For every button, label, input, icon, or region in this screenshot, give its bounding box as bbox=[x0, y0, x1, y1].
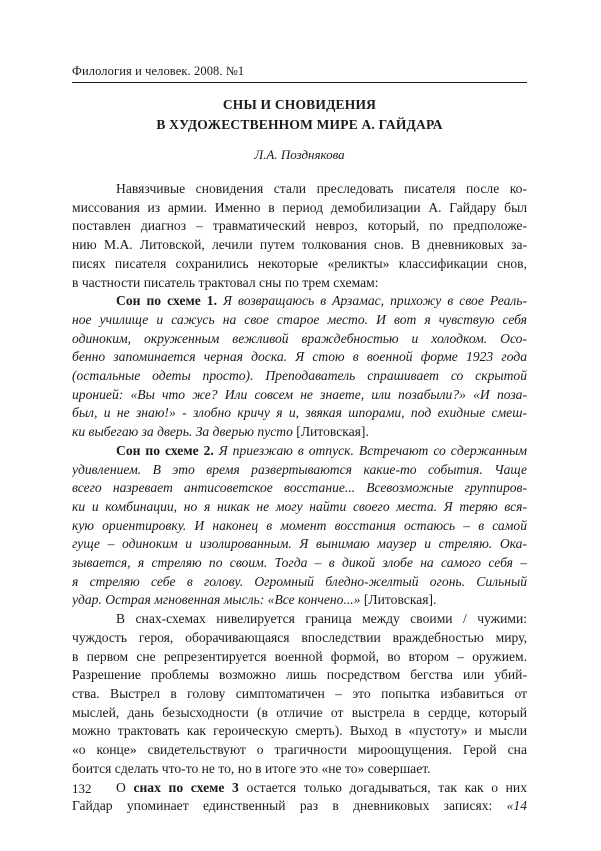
paragraph-dream-1 bbox=[72, 292, 527, 442]
article-body bbox=[72, 180, 527, 816]
dream-1-heading: Сон по схеме 1. bbox=[116, 293, 218, 309]
text-line: «о конце» свидетельствуют о трагичности мироощущения. Герой сна bbox=[72, 742, 527, 758]
citation: [Литовская]. bbox=[360, 592, 437, 608]
text-line: бенно запоминается черная доска. Я стою в военной форме 1923 года bbox=[72, 349, 527, 365]
text-line: одиноким, окруженным вежливой враждебностью и холодком. Осо- bbox=[72, 330, 527, 346]
text-line: нию М.А. Литовской, лечили путем толкования снов. В дневниковых за- bbox=[72, 237, 527, 253]
paragraph-1 bbox=[72, 180, 527, 292]
text-line: ки выбегаю за дверь. За дверью пусто [Литовская]. bbox=[72, 424, 369, 440]
text-line: был, и не знаю!» - злобно кричу я и, звякая шпорами, под ехидные смеш- bbox=[72, 405, 527, 421]
text-line: удивлением. В это время развертываются какие-то события. Чаще bbox=[72, 461, 527, 477]
text-line: миссования из армии. Именно в период демобилизации А. Гайдару был bbox=[72, 199, 527, 215]
text-line: Сон по схеме 2. Я приезжаю в отпуск. Встречают со сдержанным bbox=[116, 442, 527, 458]
text-line: в частности писатель трактовал сны по трем схемам: bbox=[72, 274, 379, 290]
text-line: иронией: «Вы что же? Или совсем не знаете, или позабыли?» «И поза- bbox=[72, 386, 527, 402]
dream-3-heading: снах по схеме 3 bbox=[133, 779, 239, 795]
running-head: Филология и человек. 2008. №1 bbox=[72, 64, 245, 78]
text-line: О снах по схеме 3 остается только догадываться, так как о них bbox=[116, 779, 527, 795]
text-line: чуждость героя, оборачивающаяся впоследствии враждебностью миру, bbox=[72, 629, 527, 645]
text-line: (остальные одеты просто). Преподаватель спрашивает со скрытой bbox=[72, 368, 527, 384]
page-number: 132 bbox=[72, 781, 92, 796]
title-line-2: В ХУДОЖЕСТВЕННОМ МИРЕ А. ГАЙДАРА bbox=[156, 117, 443, 132]
text-line: в первом сне репрезентируется военной формой, во втором – оружием. bbox=[72, 648, 527, 664]
text-line: зывается, я стреляю по своим. Тогда – в дикой злобе на самого себя – bbox=[72, 555, 527, 571]
text-line: кую ориентировку. И наконец в момент восстания остаюсь – в самой bbox=[72, 517, 527, 533]
text-line: ное училище и сажусь на свое старое место. И вот я чувствую себя bbox=[72, 311, 527, 327]
paragraph-dream-2 bbox=[72, 442, 527, 610]
text-line: ки и комбинации, но я никак не могу найти своего места. Я теряю вся- bbox=[72, 498, 527, 514]
citation: [Литовская]. bbox=[292, 424, 369, 440]
text-line: можно трактовать как героическую смерть). Выход в «пустоту» и мысли bbox=[72, 723, 527, 739]
text-line: поставлен диагноз – травматический невроз, который, по предположе- bbox=[72, 218, 527, 234]
paper-page bbox=[72, 0, 527, 851]
text-line: В снах-схемах нивелируется граница между своими / чужими: bbox=[116, 611, 527, 627]
author-name: Л.А. Позднякова bbox=[254, 147, 345, 162]
text-line: Сон по схеме 1. Я возвращаюсь в Арзамас, прихожу в свое Реаль- bbox=[116, 293, 527, 309]
dream-2-heading: Сон по схеме 2. bbox=[116, 442, 214, 458]
text-line: всего назревает антисоветское восстание... Всевозможные группиров- bbox=[72, 480, 527, 496]
header-rule bbox=[72, 82, 527, 83]
article-title bbox=[72, 95, 527, 135]
text-line: боится сделать что-то не то, но в итоге это «не то» совершает. bbox=[72, 760, 431, 776]
title-line-1: СНЫ И СНОВИДЕНИЯ bbox=[222, 97, 377, 112]
text-line: мыслей, дань безысходности (в отличие от выстрела в сердце, который bbox=[72, 704, 527, 720]
text-line: писях писателя сохранились некоторые «реликты» классификации снов, bbox=[72, 255, 527, 271]
text-line: удар. Острая мгновенная мысль: «Все кончено...» [Литовская]. bbox=[72, 592, 437, 608]
text-line: Гайдар упоминает единственный раз в дневниковых записях: «14 bbox=[72, 798, 527, 814]
text-line: я стреляю себе в голову. Огромный бледно-желтый огонь. Сильный bbox=[72, 573, 527, 589]
paragraph-4 bbox=[72, 610, 527, 778]
text-line: ства. Выстрел в голову симптоматичен – это попытка избавиться от bbox=[72, 685, 527, 701]
text-line: Разрешение проблемы возможно лишь посредством бегства или убий- bbox=[72, 667, 527, 683]
text-line: гуще – одиноким и изолированным. Я вынимаю маузер и стреляю. Ока- bbox=[72, 536, 527, 552]
paragraph-5 bbox=[72, 779, 527, 816]
text-line: Навязчивые сновидения стали преследовать писателя после ко- bbox=[116, 181, 527, 196]
